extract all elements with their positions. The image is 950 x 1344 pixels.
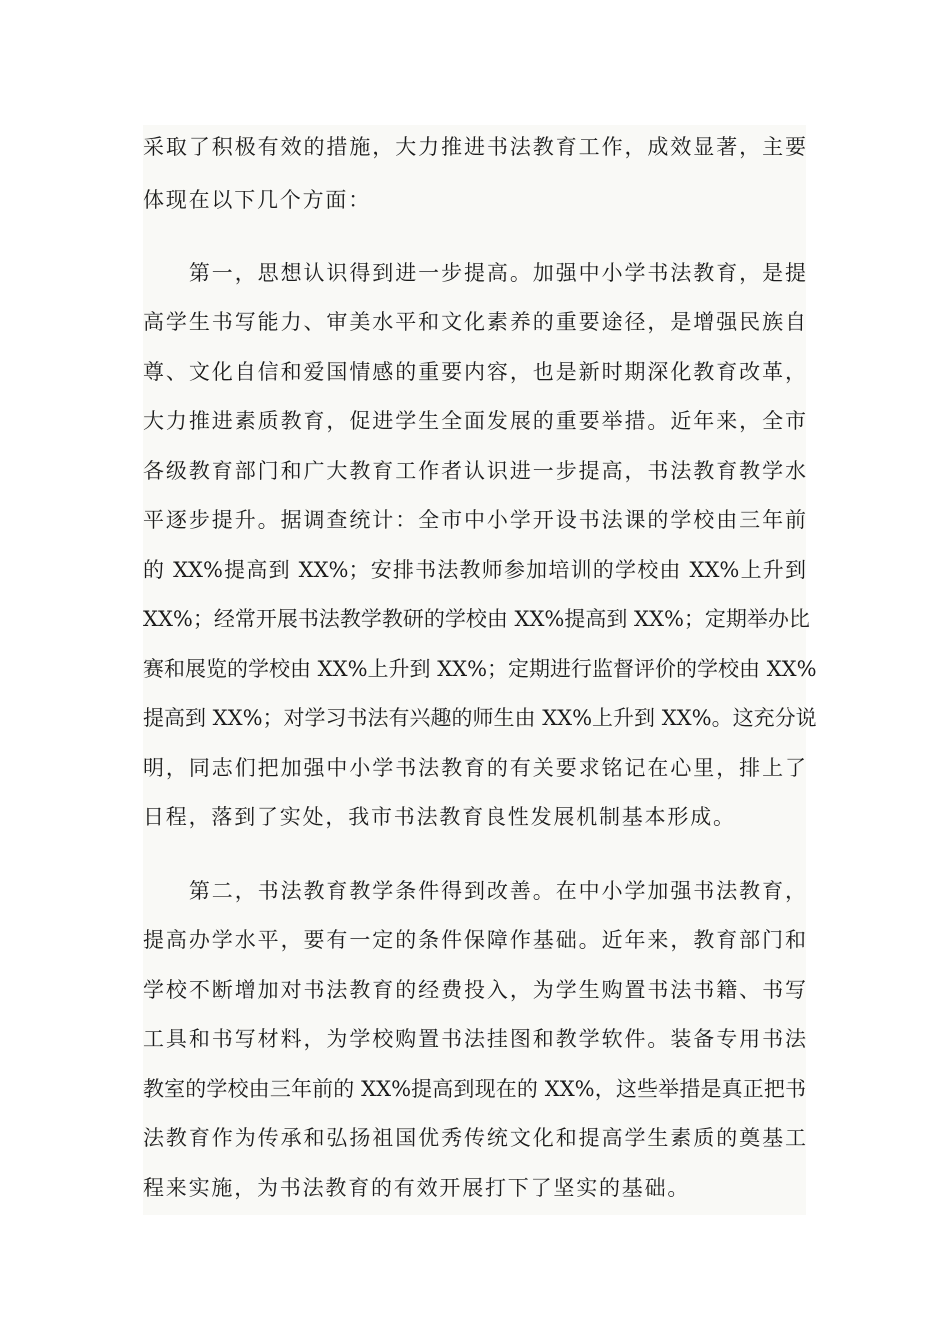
paragraph-line: 明，同志们把加强中小学书法教育的有关要求铭记在心里，排上了	[143, 756, 806, 780]
paragraph-line: 提高办学水平，要有一定的条件保障作基础。近年来，教育部门和	[143, 928, 806, 952]
paragraph-line: 教室的学校由三年前的 XX%提高到现在的 XX%，这些举措是真正把书	[143, 1077, 806, 1101]
paragraph-line: 各级教育部门和广大教育工作者认识进一步提高，书法教育教学水	[143, 459, 806, 483]
paragraph-line: 学校不断增加对书法教育的经费投入，为学生购置书法书籍、书写	[143, 978, 806, 1002]
paragraph-line: 第二，书法教育教学条件得到改善。在中小学加强书法教育，	[143, 879, 806, 903]
paragraph-line: 日程，落到了实处，我市书法教育良性发展机制基本形成。	[143, 805, 736, 829]
paragraph-line: 体现在以下几个方面：	[143, 188, 371, 212]
paragraph-line: 高学生书写能力、审美水平和文化素养的重要途径，是增强民族自	[143, 310, 806, 334]
paragraph-line: 赛和展览的学校由 XX%上升到 XX%；定期进行监督评价的学校由 XX%	[143, 657, 817, 681]
paragraph-line: 采取了积极有效的措施，大力推进书法教育工作，成效显著，主要	[143, 135, 806, 159]
paragraph-line: 尊、文化自信和爱国情感的重要内容，也是新时期深化教育改革，	[143, 360, 806, 384]
paragraph-line: XX%；经常开展书法教学教研的学校由 XX%提高到 XX%；定期举办比	[143, 607, 810, 631]
paragraph-line: 工具和书写材料，为学校购置书法挂图和教学软件。装备专用书法	[143, 1027, 806, 1051]
paragraph-line: 提高到 XX%；对学习书法有兴趣的师生由 XX%上升到 XX%。这充分说	[143, 706, 817, 730]
paragraph-line: 法教育作为传承和弘扬祖国优秀传统文化和提高学生素质的奠基工	[143, 1126, 806, 1150]
paragraph-line: 程来实施，为书法教育的有效开展打下了坚实的基础。	[143, 1176, 691, 1200]
paragraph-line: 平逐步提升。据调查统计：全市中小学开设书法课的学校由三年前	[143, 508, 806, 532]
paragraph-line: 第一，思想认识得到进一步提高。加强中小学书法教育，是提	[143, 261, 806, 285]
paragraph-line: 大力推进素质教育，促进学生全面发展的重要举措。近年来，全市	[143, 409, 806, 433]
paragraph-line: 的 XX%提高到 XX%；安排书法教师参加培训的学校由 XX%上升到	[143, 558, 806, 582]
